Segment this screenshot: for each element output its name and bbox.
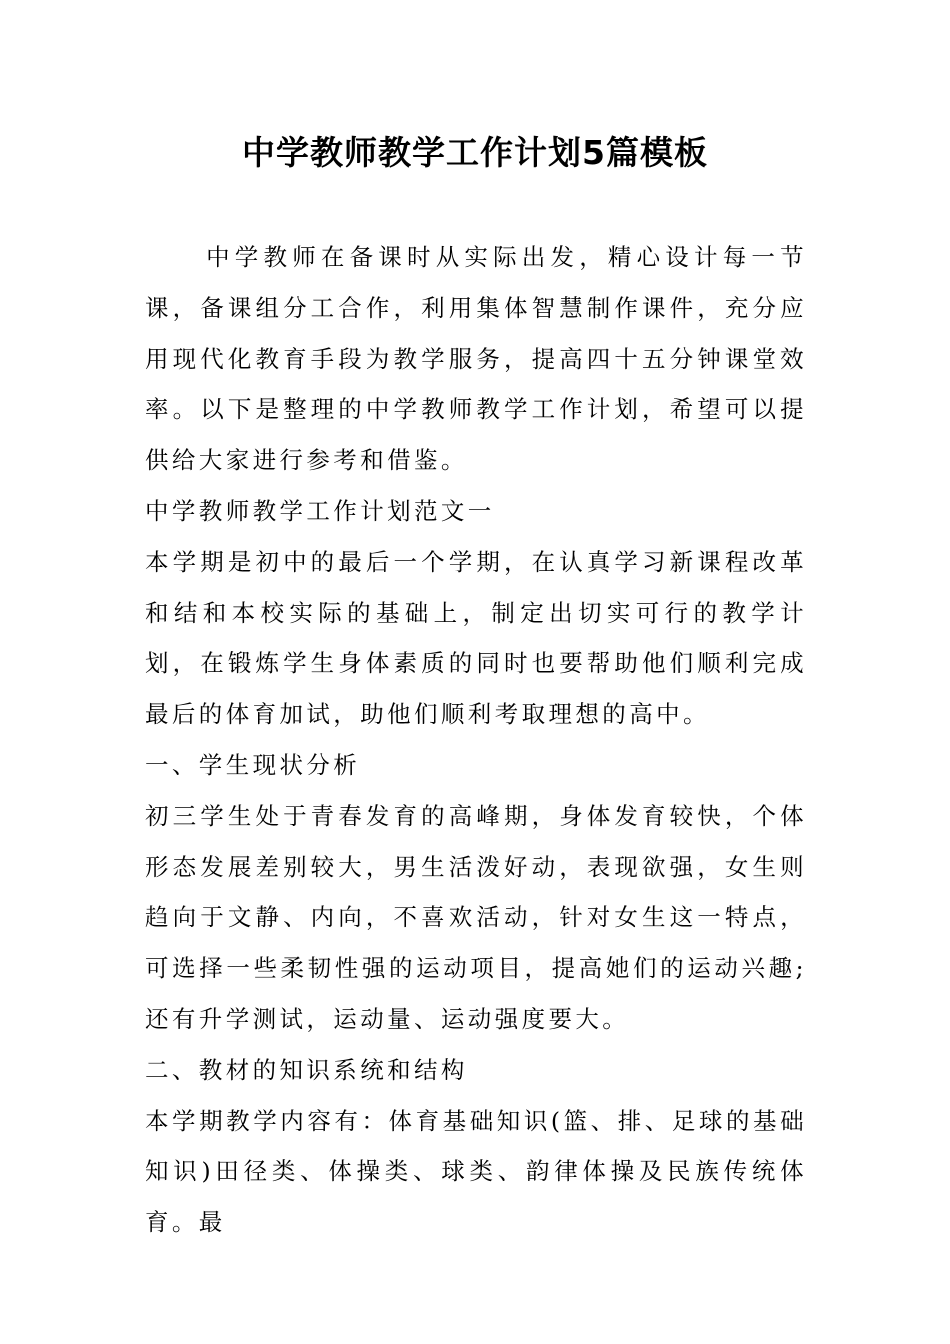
- section-heading-sample-one: 中学教师教学工作计划范文一: [145, 496, 495, 525]
- document-title: 中学教师教学工作计划5篇模板: [242, 133, 708, 172]
- document-body: [145, 232, 807, 1248]
- body-paragraph: 本学期是初中的最后一个学期，在认真学习新课程改革和结和本校实际的基础上，制定出切实可行的教学计划，在锻炼学生身体素质的同时也要帮助他们顺利完成最后的体育加试，助他们顺利考取理想的高中。: [145, 547, 807, 729]
- intro-paragraph: 中学教师在备课时从实际出发，精心设计每一节课，备课组分工合作，利用集体智慧制作课件，充分应用现代化教育手段为教学服务，提高四十五分钟课堂效率。以下是整理的中学教师教学工作计划，希望可以提供给大家进行参考和借鉴。: [145, 243, 807, 475]
- body-paragraph: 初三学生处于青春发育的高峰期，身体发育较快，个体形态发展差别较大，男生活泼好动，表现欲强，女生则趋向于文静、内向，不喜欢活动，针对女生这一特点，可选择一些柔韧性强的运动项目，提高她们的运动兴趣;还有升学测试，运动量、运动强度要大。: [145, 801, 807, 1033]
- body-paragraph: 本学期教学内容有：体育基础知识(篮、排、足球的基础知识)田径类、体操类、球类、韵律体操及民族传统体育。最: [145, 1106, 807, 1237]
- section-heading-student-analysis: 一、学生现状分析: [145, 750, 361, 779]
- section-heading-textbook-structure: 二、教材的知识系统和结构: [145, 1055, 468, 1084]
